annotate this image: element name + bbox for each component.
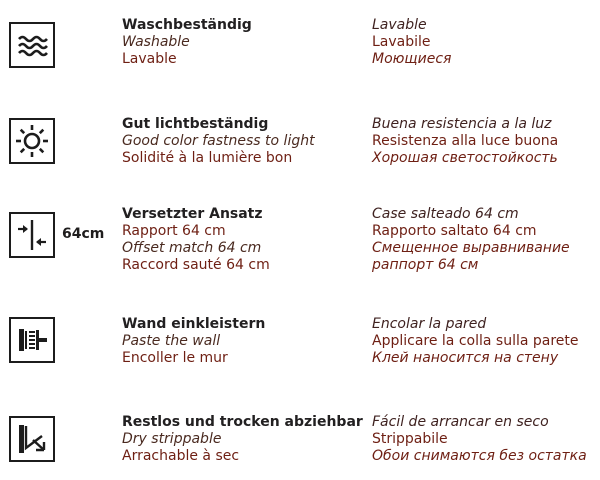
label-en: Washable xyxy=(122,34,190,50)
label-en: Offset match 64 cm xyxy=(122,240,262,256)
label-fr: Raccord sauté 64 cm xyxy=(122,257,270,273)
label-column-de-en-fr xyxy=(122,316,367,367)
label-it: Lavabile xyxy=(372,34,431,50)
offset-measure: 64cm xyxy=(62,226,105,242)
label-ru: Смещенное выравнивание xyxy=(372,240,570,256)
label-fr: Lavable xyxy=(122,51,177,67)
label-de: Restlos und trocken abziehbar xyxy=(122,414,363,430)
label-de: Versetzter Ansatz xyxy=(122,206,263,222)
label-column-de-en-fr xyxy=(122,116,367,167)
label-column-es-it-ru xyxy=(372,206,600,274)
label-es: Case salteado 64 cm xyxy=(372,206,519,222)
label-fr: Encoller le mur xyxy=(122,350,228,366)
label-ru: Клей наносится на стену xyxy=(372,350,559,366)
washable-icon xyxy=(9,22,55,68)
label-es: Lavable xyxy=(372,17,427,33)
label-en: Good color fastness to light xyxy=(122,133,315,149)
label-column-de-en-fr xyxy=(122,414,367,465)
label-it: Resistenza alla luce buona xyxy=(372,133,559,149)
paste-wall-icon xyxy=(9,317,55,363)
dry-strippable-icon xyxy=(9,416,55,462)
label-it: Rapporto saltato 64 cm xyxy=(372,223,537,239)
label-it: Strippabile xyxy=(372,431,448,447)
label-column-es-it-ru xyxy=(372,414,600,465)
label-en: Dry strippable xyxy=(122,431,222,447)
label-de: Wand einkleistern xyxy=(122,316,266,332)
label-es: Fácil de arrancar en seco xyxy=(372,414,549,430)
label-de: Gut lichtbeständig xyxy=(122,116,269,132)
label-ru: Моющиеся xyxy=(372,51,452,67)
label-column-es-it-ru xyxy=(372,116,600,167)
label-column-de-en-fr xyxy=(122,17,367,68)
label-it: Applicare la colla sulla parete xyxy=(372,333,579,349)
sun-lightfast-icon xyxy=(9,118,55,164)
offset-match-icon xyxy=(9,212,55,258)
label-ru: Обои снимаются без остатка xyxy=(372,448,587,464)
label-ru: Хорошая светостойкость xyxy=(372,150,558,166)
label-column-es-it-ru xyxy=(372,316,600,367)
label-de-rapport: Rapport 64 cm xyxy=(122,223,226,239)
label-ru-rapport: раппорт 64 см xyxy=(372,257,479,273)
label-es: Buena resistencia a la luz xyxy=(372,116,552,132)
label-column-de-en-fr xyxy=(122,206,367,274)
label-en: Paste the wall xyxy=(122,333,221,349)
label-de: Waschbeständig xyxy=(122,17,252,33)
label-fr: Arrachable à sec xyxy=(122,448,240,464)
label-es: Encolar la pared xyxy=(372,316,487,332)
label-fr: Solidité à la lumière bon xyxy=(122,150,293,166)
label-column-es-it-ru xyxy=(372,17,600,68)
